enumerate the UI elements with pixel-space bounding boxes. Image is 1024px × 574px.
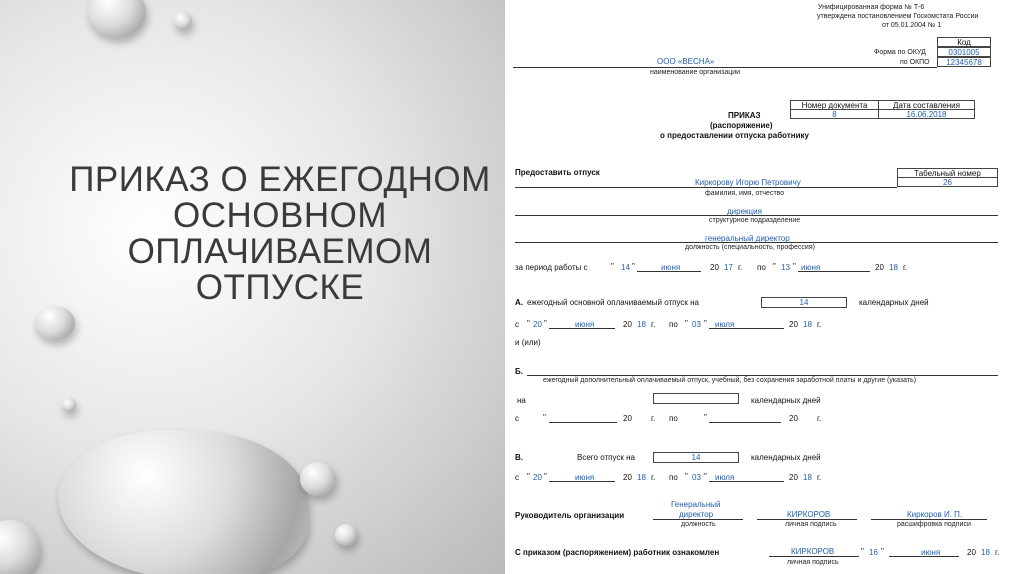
year-prefix: 20	[789, 473, 798, 482]
section-a-text: ежегодный основной оплачиваемый отпуск на	[527, 298, 699, 307]
position-caption: должность (специальность, профессия)	[685, 244, 815, 251]
ack-month: июня	[921, 548, 941, 557]
year-suffix: г.	[903, 263, 908, 272]
water-drop	[335, 524, 357, 546]
calendar-days-label: календарных дней	[751, 453, 821, 462]
quote: "	[793, 262, 796, 271]
year-suffix: г.	[651, 414, 656, 423]
year-prefix: 20	[789, 414, 798, 423]
slide-title	[60, 162, 500, 306]
water-drop	[300, 462, 336, 496]
water-drop	[58, 430, 308, 574]
year-suffix: г.	[651, 473, 656, 482]
form-header-line: от 05.01.2004 № 1	[882, 22, 942, 29]
quote: "	[632, 262, 635, 271]
employee-caption: фамилия, имя, отчество	[705, 190, 785, 197]
year-suffix: г.	[817, 473, 822, 482]
rule	[549, 422, 617, 423]
section-a-label: А.	[515, 298, 523, 307]
ack-signature: КИРКОРОВ	[791, 547, 835, 556]
organization-caption: наименование организации	[650, 69, 741, 76]
po-label: по	[669, 473, 678, 482]
calendar-days-label: календарных дней	[859, 298, 929, 307]
order-subject: о предоставлении отпуска работнику	[660, 131, 809, 140]
section-v-label: В.	[515, 453, 523, 462]
name-caption: расшифровка подписи	[897, 521, 971, 528]
quote: "	[881, 547, 884, 556]
year-prefix: 20	[623, 320, 632, 329]
a-from-year: 18	[637, 320, 646, 329]
quote: "	[685, 319, 688, 328]
organization-name: ООО «ВЕСНА»	[657, 57, 715, 66]
year-suffix: г.	[817, 414, 822, 423]
grant-label: Предоставить отпуск	[515, 168, 600, 177]
year-prefix: 20	[623, 414, 632, 423]
section-b-text: ежегодный дополнительный оплачиваемый отпуск, учебный, без сохранения заработной платы и другие (указать)	[543, 377, 917, 384]
quote: "	[527, 319, 530, 328]
section-b-days	[653, 393, 739, 404]
year-prefix: 20	[623, 473, 632, 482]
ack-signature-caption: личная подпись	[787, 559, 839, 566]
okpo-value: 12345678	[937, 57, 991, 67]
title-line: ОПЛАЧИВАЕМОМ	[127, 232, 433, 271]
doc-number-header: Номер документа	[790, 100, 879, 110]
okud-value: 0301005	[937, 47, 991, 57]
s-label: с	[515, 320, 519, 329]
head-position-line1: Генеральный	[671, 500, 721, 509]
ack-year: 18	[981, 548, 990, 557]
po-label: по	[757, 263, 766, 272]
section-b-label: Б.	[515, 367, 523, 376]
quote: "	[704, 413, 707, 422]
period-from-month: июня	[661, 263, 681, 272]
kod-header: Код	[937, 37, 991, 47]
form-header-line: Унифицированная форма № Т-6	[818, 4, 925, 11]
order-subtitle: (распоряжение)	[710, 121, 773, 130]
ack-day: 16	[869, 548, 878, 557]
period-prefix: за период работы с	[515, 263, 588, 272]
year-prefix: 20	[967, 548, 976, 557]
period-from-day: 14	[621, 263, 630, 272]
section-v-text: Всего отпуск на	[577, 453, 635, 462]
period-to-month: июня	[801, 263, 821, 272]
head-signature: КИРКОРОВ	[787, 510, 831, 519]
quote: "	[685, 472, 688, 481]
rule	[769, 556, 859, 557]
rule	[515, 187, 897, 188]
water-drop	[174, 12, 192, 30]
acknowledgement-label: С приказом (распоряжением) работник ознакомлен	[515, 548, 720, 557]
department-caption: структурное подразделение	[709, 217, 801, 224]
position-value: генеральный директор	[705, 234, 790, 243]
quote: "	[527, 472, 530, 481]
water-drop	[62, 398, 76, 412]
rule	[709, 422, 781, 423]
v-to-year: 18	[803, 473, 812, 482]
a-from-day: 20	[533, 320, 542, 329]
v-to-day: 03	[692, 473, 701, 482]
head-position-line2: директор	[679, 510, 714, 519]
year-suffix: г.	[738, 263, 743, 272]
head-position-caption: должность	[681, 521, 716, 528]
water-drop	[88, 0, 146, 38]
quote: "	[544, 472, 547, 481]
tab-number-value: 26	[897, 177, 998, 187]
a-to-month: июля	[715, 320, 735, 329]
quote: "	[611, 262, 614, 271]
po-label: по	[669, 320, 678, 329]
na-label: на	[517, 396, 526, 405]
year-suffix: г.	[651, 320, 656, 329]
year-suffix: г.	[817, 320, 822, 329]
calendar-days-label: календарных дней	[751, 396, 821, 405]
quote: "	[543, 413, 546, 422]
head-name: Киркоров И. П.	[907, 510, 963, 519]
period-to-day: 13	[781, 263, 790, 272]
tab-number-header: Табельный номер	[897, 168, 998, 178]
doc-date-header: Дата составления	[878, 100, 975, 110]
v-from-day: 20	[533, 473, 542, 482]
section-v-days: 14	[653, 452, 739, 463]
title-line: ОСНОВНОМ	[173, 196, 387, 235]
period-from-year: 17	[724, 263, 733, 272]
department-value: дирекция	[727, 207, 762, 216]
head-label: Руководитель организации	[515, 511, 625, 520]
a-to-year: 18	[803, 320, 812, 329]
year-prefix: 20	[710, 263, 719, 272]
order-form-document	[505, 0, 1024, 574]
s-label: с	[515, 473, 519, 482]
water-drop	[35, 306, 75, 340]
s-label: с	[515, 414, 519, 423]
a-from-month: июня	[575, 320, 595, 329]
year-prefix: 20	[875, 263, 884, 272]
doc-number-value: 8	[790, 109, 879, 119]
form-header-line: утверждена постановлением Госкомстата России	[817, 13, 979, 20]
title-line: ОТПУСКЕ	[195, 268, 365, 307]
year-suffix: г.	[995, 548, 1000, 557]
v-to-month: июля	[715, 473, 735, 482]
po-label: по	[669, 414, 678, 423]
okud-label: Форма по ОКУД	[874, 49, 926, 56]
employee-name: Киркорову Игорю Петровичу	[695, 178, 801, 187]
quote: "	[704, 472, 707, 481]
a-to-day: 03	[692, 320, 701, 329]
or-label: и (или)	[515, 338, 541, 347]
order-title: ПРИКАЗ	[728, 111, 761, 120]
v-from-month: июня	[575, 473, 595, 482]
okpo-label: по ОКПО	[900, 59, 930, 66]
title-line: ПРИКАЗ О ЕЖЕГОДНОМ	[69, 160, 491, 199]
quote: "	[544, 319, 547, 328]
water-drop	[0, 520, 40, 574]
signature-caption: личная подпись	[785, 521, 837, 528]
doc-date-value: 16.06.2018	[878, 109, 975, 119]
quote: "	[861, 547, 864, 556]
quote: "	[704, 319, 707, 328]
period-to-year: 18	[889, 263, 898, 272]
v-from-year: 18	[637, 473, 646, 482]
quote: "	[773, 262, 776, 271]
section-a-days: 14	[761, 297, 847, 308]
year-prefix: 20	[789, 320, 798, 329]
